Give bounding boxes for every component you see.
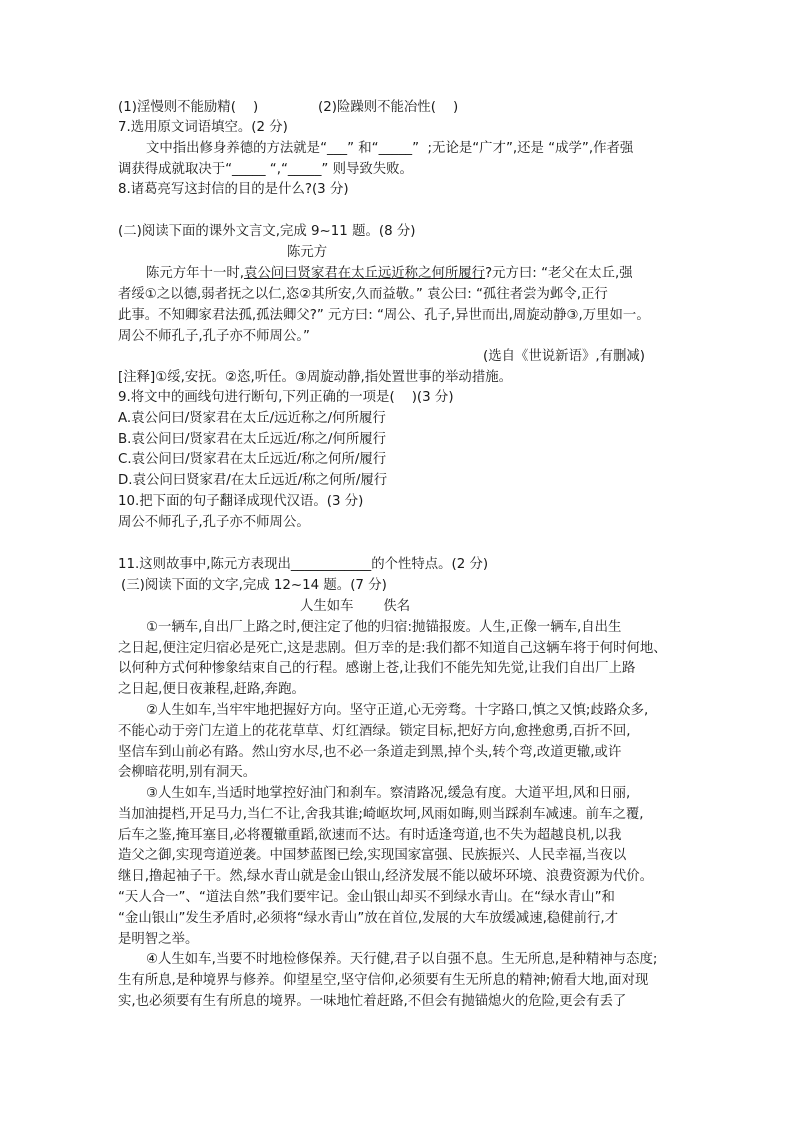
sec2-title: 陈元方 — [287, 245, 328, 260]
sec2-para-line-1 — [146, 265, 633, 283]
sec3-line-19: 实,也必须要有生有所息的境界。一味地忙着赶路,不但会有抛锚熄火的危险,更会有丢了 — [118, 994, 627, 1009]
q7-line-2: 调获得成就取决于“_____ “,“_____” 则导致失败。 — [118, 162, 413, 177]
underlined-sentence: 袁公问曰贤家君在太丘远近称之何所履行 — [244, 266, 486, 281]
sec3-line-5: ②人生如车,当牢牢地把握好方向。坚守正道,心无旁骛。十字路口,慎之又慎;歧路众多, — [146, 703, 649, 718]
sec2-note: [注释]①绥,安抚。②恣,听任。③周旋动静,指处置世事的举动措施。 — [118, 370, 512, 385]
sec3-title: 人生如车 佚名 — [300, 599, 411, 614]
sec2-source: (选自《世说新语》,有删减) — [483, 349, 646, 364]
sec3-line-15: “金山银山”发生矛盾时,必须将“绿水青山”放在首位,发展的大车放缓减速,稳健前行,才 — [118, 911, 619, 926]
sec3-line-12: 造父之御,实现弯道逆袭。中国梦蓝图已绘,实现国家富强、民族振兴、人民幸福,当夜以 — [118, 848, 627, 863]
sec3-line-3: 以何种方式何种惨象结束自己的行程。感谢上苍,让我们不能先知先觉,让我们自出厂上路 — [118, 661, 636, 676]
sec3-line-7: 坚信车到山前必有路。然山穷水尽,也不必一条道走到黑,掉个头,转个弯,改道更辙,或许 — [118, 745, 622, 760]
sec3-line-8: 会柳暗花明,别有洞天。 — [118, 765, 257, 780]
sec3-line-11: 后车之鉴,掩耳塞目,必将覆辙重蹈,欲速而不达。有时适逢弯道,也不失为超越良机,以我 — [118, 828, 622, 843]
q9-option-b: B.袁公问曰/贤家君在太丘远近/称之/何所履行 — [118, 432, 387, 447]
q11-prompt: 11.这则故事中,陈元方表现出____________的个性特点。(2 分) — [118, 557, 489, 572]
q6-option-2: (2)险躁则不能冶性( ) — [318, 100, 459, 115]
sec3-line-1: ①一辆车,自出厂上路之时,便注定了他的归宿:抛锚报废。人生,正像一辆车,自出生 — [146, 620, 622, 635]
q8-prompt: 8.诸葛亮写这封信的目的是什么?(3 分) — [118, 182, 349, 197]
sec3-line-6: 不能心动于旁门左道上的花花草草、灯红酒绿。锁定目标,把好方向,愈挫愈勇,百折不回, — [118, 724, 631, 739]
q10-prompt: 10.把下面的句子翻译成现代汉语。(3 分) — [118, 494, 364, 509]
sec2-p1-b: ?元方曰: “老父在太丘,强 — [485, 266, 633, 281]
sec3-line-14: “天人合一”、“道法自然”我们要牢记。金山银山却买不到绿水青山。在“绿水青山”和 — [118, 890, 615, 905]
sec3-line-16: 是明智之举。 — [118, 932, 199, 947]
sec3-line-4: 之日起,便日夜兼程,赶路,奔跑。 — [118, 682, 305, 697]
sec3-line-18: 生有所息,是种境界与修养。仰望星空,坚守信仰,必须要有生无所息的精神;俯看大地,面对现 — [118, 973, 649, 988]
sec2-para-line-2: 者绥①之以德,弱者抚之以仁,恣②其所安,久而益敬。” 袁公曰: “孤往者尝为邺令,正行 — [118, 287, 608, 302]
sec2-header: (二)阅读下面的课外文言文,完成 9~11 题。(8 分) — [118, 224, 416, 239]
q9-prompt: 9.将文中的画线句进行断句,下列正确的一项是( )(3 分) — [118, 390, 454, 405]
sec2-para-line-3: 此事。不知卿家君法孤,孤法卿父?” 元方曰: “周公、孔子,异世而出,周旋动静③,万里如一。 — [118, 308, 650, 323]
q6-option-1: (1)淫慢则不能励精( ) — [118, 100, 259, 115]
q10-sentence: 周公不师孔子,孔子亦不师周公。 — [118, 515, 310, 530]
q9-option-c: C.袁公问曰/贤家君在太丘远近/称之何所/履行 — [118, 452, 387, 467]
sec3-line-2: 之日起,便注定归宿必是死亡,这是悲剧。但万幸的是:我们都不知道自己这辆车将于何时何地、 — [118, 641, 667, 656]
sec3-line-17: ④人生如车,当要不时地检修保养。天行健,君子以自强不息。生无所息,是种精神与态度; — [146, 952, 658, 967]
sec3-line-13: 继日,撸起袖子干。然,绿水青山就是金山银山,经济发展不能以破坏环境、浪费资源为代价。 — [118, 869, 654, 884]
sec2-para-line-4: 周公不师孔子,孔子亦不师周公。” — [118, 329, 310, 344]
sec3-line-9: ③人生如车,当适时地掌控好油门和刹车。察清路况,缓急有度。大道平坦,风和日丽, — [146, 786, 631, 801]
q9-option-d: D.袁公问曰贤家君/在太丘远近/称之何所/履行 — [118, 473, 388, 488]
q9-option-a: A.袁公问曰/贤家君在太丘/远近称之/何所履行 — [118, 411, 386, 426]
q7-prompt: 7.选用原文词语填空。(2 分) — [118, 120, 288, 135]
sec3-header: (三)阅读下面的文字,完成 12~14 题。(7 分) — [121, 578, 387, 593]
q7-line-1: 文中指出修身养德的方法就是“___” 和“_____” ;无论是“广才”,还是 “成学”,作者强 — [146, 141, 634, 156]
sec2-p1-a: 陈元方年十一时, — [146, 266, 244, 281]
sec3-line-10: 当加油提档,开足马力,当仁不让,舍我其谁;崎岖坎坷,风雨如晦,则当踩刹车减速。前车之覆, — [118, 807, 644, 822]
